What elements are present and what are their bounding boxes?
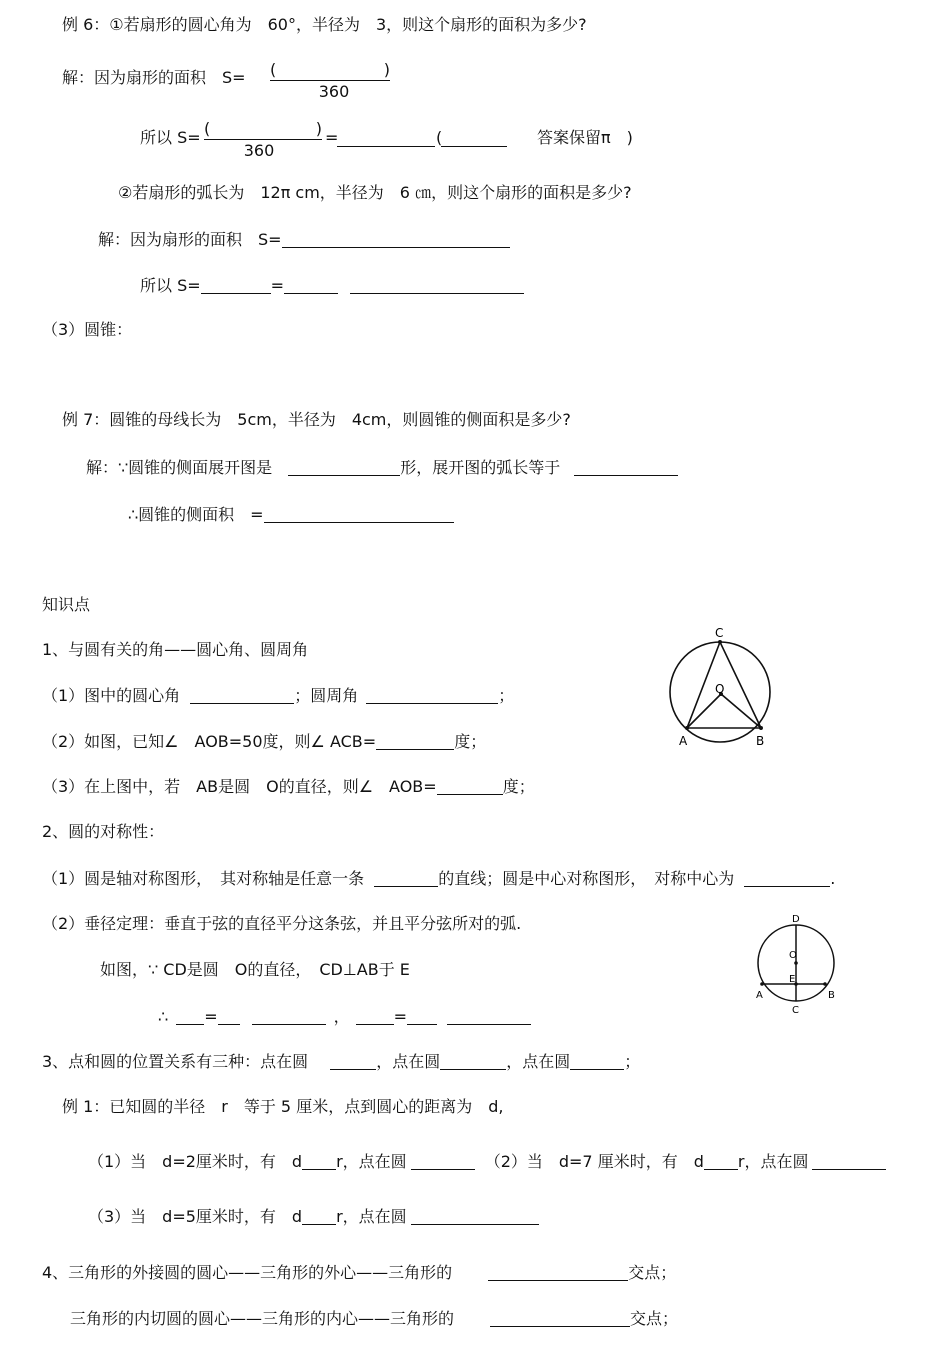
ex6-solution-1-prefix: 解：因为扇形的面积 S=	[62, 68, 246, 87]
paren-open: (	[270, 60, 277, 79]
ex6-solution-2-blank[interactable]	[282, 231, 510, 248]
section-1-q1-text: （1）图中的圆心角	[42, 686, 181, 705]
section-4-circumcenter	[42, 1263, 676, 1283]
knowledge-heading: 知识点	[42, 595, 91, 614]
section-3-title-text: 3、点和圆的位置关系有三种：点在圆	[42, 1052, 309, 1071]
ex7-solution-2	[128, 505, 454, 525]
part-1-mid: r，点在圆	[336, 1152, 407, 1171]
ex7-solution-1-prefix: 解：∵圆锥的侧面展开图是	[86, 458, 273, 477]
ex6-solution-2b-blank-2[interactable]	[284, 277, 338, 294]
equals-sign: =	[270, 276, 285, 295]
period: .	[830, 869, 836, 888]
perpendicular-diameter-figure	[748, 908, 848, 1020]
position-blank-1[interactable]	[330, 1053, 376, 1070]
part-2-relation-blank[interactable]	[704, 1153, 738, 1170]
acb-blank[interactable]	[376, 733, 454, 750]
conclusion-blank-1[interactable]	[176, 1008, 204, 1025]
ex6-note-open: (	[436, 128, 443, 147]
part-2-position-blank[interactable]	[812, 1153, 886, 1170]
circumcenter-blank[interactable]	[488, 1264, 628, 1281]
section-3-part-3	[88, 1207, 539, 1227]
part-3-mid: r，点在圆	[336, 1207, 407, 1226]
conclusion-blank-5[interactable]	[407, 1008, 437, 1025]
part-3-relation-blank[interactable]	[302, 1208, 336, 1225]
part-1-relation-blank[interactable]	[302, 1153, 336, 1170]
ex7-area-blank[interactable]	[264, 506, 454, 523]
ex6-equals: =	[325, 128, 339, 147]
part-2-mid: r，点在圆	[737, 1152, 809, 1171]
ex6-solution-1	[62, 68, 246, 88]
cone-heading: （3）圆锥：	[42, 320, 133, 339]
section-2-q1-text: （1）圆是轴对称图形， 其对称轴是任意一条	[42, 869, 365, 888]
ex6-question-1: 例 6：①若扇形的圆心角为 60°，半径为 3，则这个扇形的面积为多少?	[62, 15, 587, 34]
part-3-position-blank[interactable]	[411, 1208, 539, 1225]
label-d: D	[792, 914, 800, 925]
ex6-fraction-1-denominator: 360	[318, 82, 350, 101]
ex6-note: 答案保留π )	[537, 128, 633, 147]
semicolon: ；	[624, 1052, 641, 1071]
part-2-text: （2）当 d=7 厘米时，有 d	[484, 1152, 704, 1171]
section-4-circumcenter-end: 交点；	[628, 1263, 677, 1282]
ex6-fraction-2	[204, 119, 322, 162]
paren-close: )	[315, 119, 322, 138]
ex6-answer-blank-2[interactable]	[441, 130, 507, 147]
point-b	[823, 982, 827, 986]
section-3-title-mid-1: ，点在圆	[376, 1052, 441, 1071]
section-1-q1-mid: ；圆周角	[294, 686, 359, 705]
ex6-fraction-2-numerator	[204, 119, 322, 140]
section-3-title-mid-2: ，点在圆	[506, 1052, 571, 1071]
position-blank-2[interactable]	[440, 1053, 506, 1070]
ex6-solution-2	[98, 230, 510, 250]
symmetry-axis-blank[interactable]	[374, 870, 438, 887]
conclusion-blank-4[interactable]	[356, 1008, 394, 1025]
label-b: B	[828, 990, 835, 1001]
conclusion-blank-6[interactable]	[447, 1008, 531, 1025]
section-2-q1	[42, 869, 835, 889]
ex7-shape-blank[interactable]	[288, 459, 400, 476]
section-1-q2-end: 度；	[454, 732, 487, 751]
section-2-q1-mid: 的直线；圆是中心对称图形， 对称中心为	[438, 869, 735, 888]
ex6-fraction-1-numerator	[270, 60, 390, 81]
ex6-fraction-1	[270, 60, 390, 103]
ex6-solution-2b	[140, 276, 524, 296]
ex6-question-2: ②若扇形的弧长为 12π cm，半径为 6 ㎝，则这个扇形的面积是多少?	[118, 183, 632, 202]
ex6-solution-1b	[140, 128, 201, 148]
ex7-arc-blank[interactable]	[574, 459, 678, 476]
comma: ，	[333, 1007, 350, 1026]
label-c: C	[792, 1005, 799, 1016]
section-2-title: 2、圆的对称性：	[42, 822, 165, 841]
part-1-position-blank[interactable]	[411, 1153, 475, 1170]
aob-blank[interactable]	[437, 778, 503, 795]
label-c: C	[715, 626, 724, 640]
paren-open: (	[204, 119, 211, 138]
section-4-circumcenter-text: 4、三角形的外接圆的圆心——三角形的外心——三角形的	[42, 1263, 453, 1282]
ex6-solution-2b-blank-1[interactable]	[201, 277, 271, 294]
therefore-symbol: ∴	[158, 1007, 169, 1026]
ex6-solution-2b-blank-3[interactable]	[350, 277, 524, 294]
section-4-incenter-text: 三角形的内切圆的圆心——三角形的内心——三角形的	[70, 1309, 455, 1328]
section-1-q3-end: 度；	[502, 777, 535, 796]
label-a: A	[756, 990, 763, 1001]
incenter-blank[interactable]	[490, 1310, 630, 1327]
section-1-q3-text: （3）在上图中，若 AB是圆 O的直径，则∠ AOB=	[42, 777, 437, 796]
ex6-solution-2-prefix: 解：因为扇形的面积 S=	[98, 230, 282, 249]
conclusion-blank-2[interactable]	[218, 1008, 240, 1025]
label-a: A	[679, 734, 688, 748]
point-o	[794, 961, 798, 965]
paren-close: )	[383, 60, 390, 79]
equals-sign: =	[393, 1007, 408, 1026]
ex7-question: 例 7：圆锥的母线长为 5cm，半径为 4cm，则圆锥的侧面积是多少?	[62, 410, 571, 429]
point-a	[685, 726, 689, 730]
circle-angle-figure	[660, 622, 790, 752]
label-o: O	[715, 682, 725, 696]
point-b	[759, 726, 763, 730]
ex6-answer-blank-1[interactable]	[337, 130, 435, 147]
inscribed-angle-blank[interactable]	[366, 687, 498, 704]
section-2-conclusion	[158, 1007, 531, 1027]
section-1-q2-text: （2）如图，已知∠ AOB=50度，则∠ ACB=	[42, 732, 377, 751]
label-o: O	[789, 950, 797, 961]
symmetry-center-blank[interactable]	[744, 870, 830, 887]
point-a	[760, 982, 764, 986]
section-1-q2	[42, 732, 486, 752]
position-blank-3[interactable]	[570, 1053, 624, 1070]
section-4-incenter-end: 交点；	[630, 1309, 679, 1328]
section-1-q3	[42, 777, 535, 797]
ex6-fraction-2-denominator: 360	[243, 141, 275, 160]
section-3-title	[42, 1052, 640, 1072]
point-c	[718, 640, 722, 644]
label-e: E	[789, 974, 796, 985]
ex7-solution-1-mid: 形，展开图的弧长等于	[400, 458, 561, 477]
central-angle-blank[interactable]	[190, 687, 294, 704]
equals-sign: =	[204, 1007, 218, 1026]
ex7-solution-1	[86, 458, 678, 478]
ex6-solution-1b-prefix: 所以 S=	[140, 128, 201, 147]
semicolon: ；	[498, 686, 515, 705]
ex7-solution-2-prefix: ∴圆锥的侧面积 =	[128, 505, 264, 524]
label-b: B	[756, 734, 765, 748]
section-3-part-1	[88, 1152, 886, 1172]
section-4-incenter	[70, 1309, 678, 1329]
section-1-q1	[42, 686, 514, 706]
section-2-q2: （2）垂径定理：垂直于弦的直径平分这条弦，并且平分弦所对的弧.	[42, 914, 522, 933]
section-3-example: 例 1：已知圆的半径 r 等于 5 厘米，点到圆心的距离为 d,	[62, 1097, 504, 1116]
part-3-text: （3）当 d=5厘米时，有 d	[88, 1207, 303, 1226]
section-2-given: 如图，∵ CD是圆 O的直径， CD⊥AB于 E	[100, 960, 410, 979]
part-1-text: （1）当 d=2厘米时，有 d	[88, 1152, 303, 1171]
ex6-solution-2b-prefix: 所以 S=	[140, 276, 201, 295]
conclusion-blank-3[interactable]	[252, 1008, 326, 1025]
section-1-title: 1、与圆有关的角——圆心角、圆周角	[42, 640, 309, 659]
